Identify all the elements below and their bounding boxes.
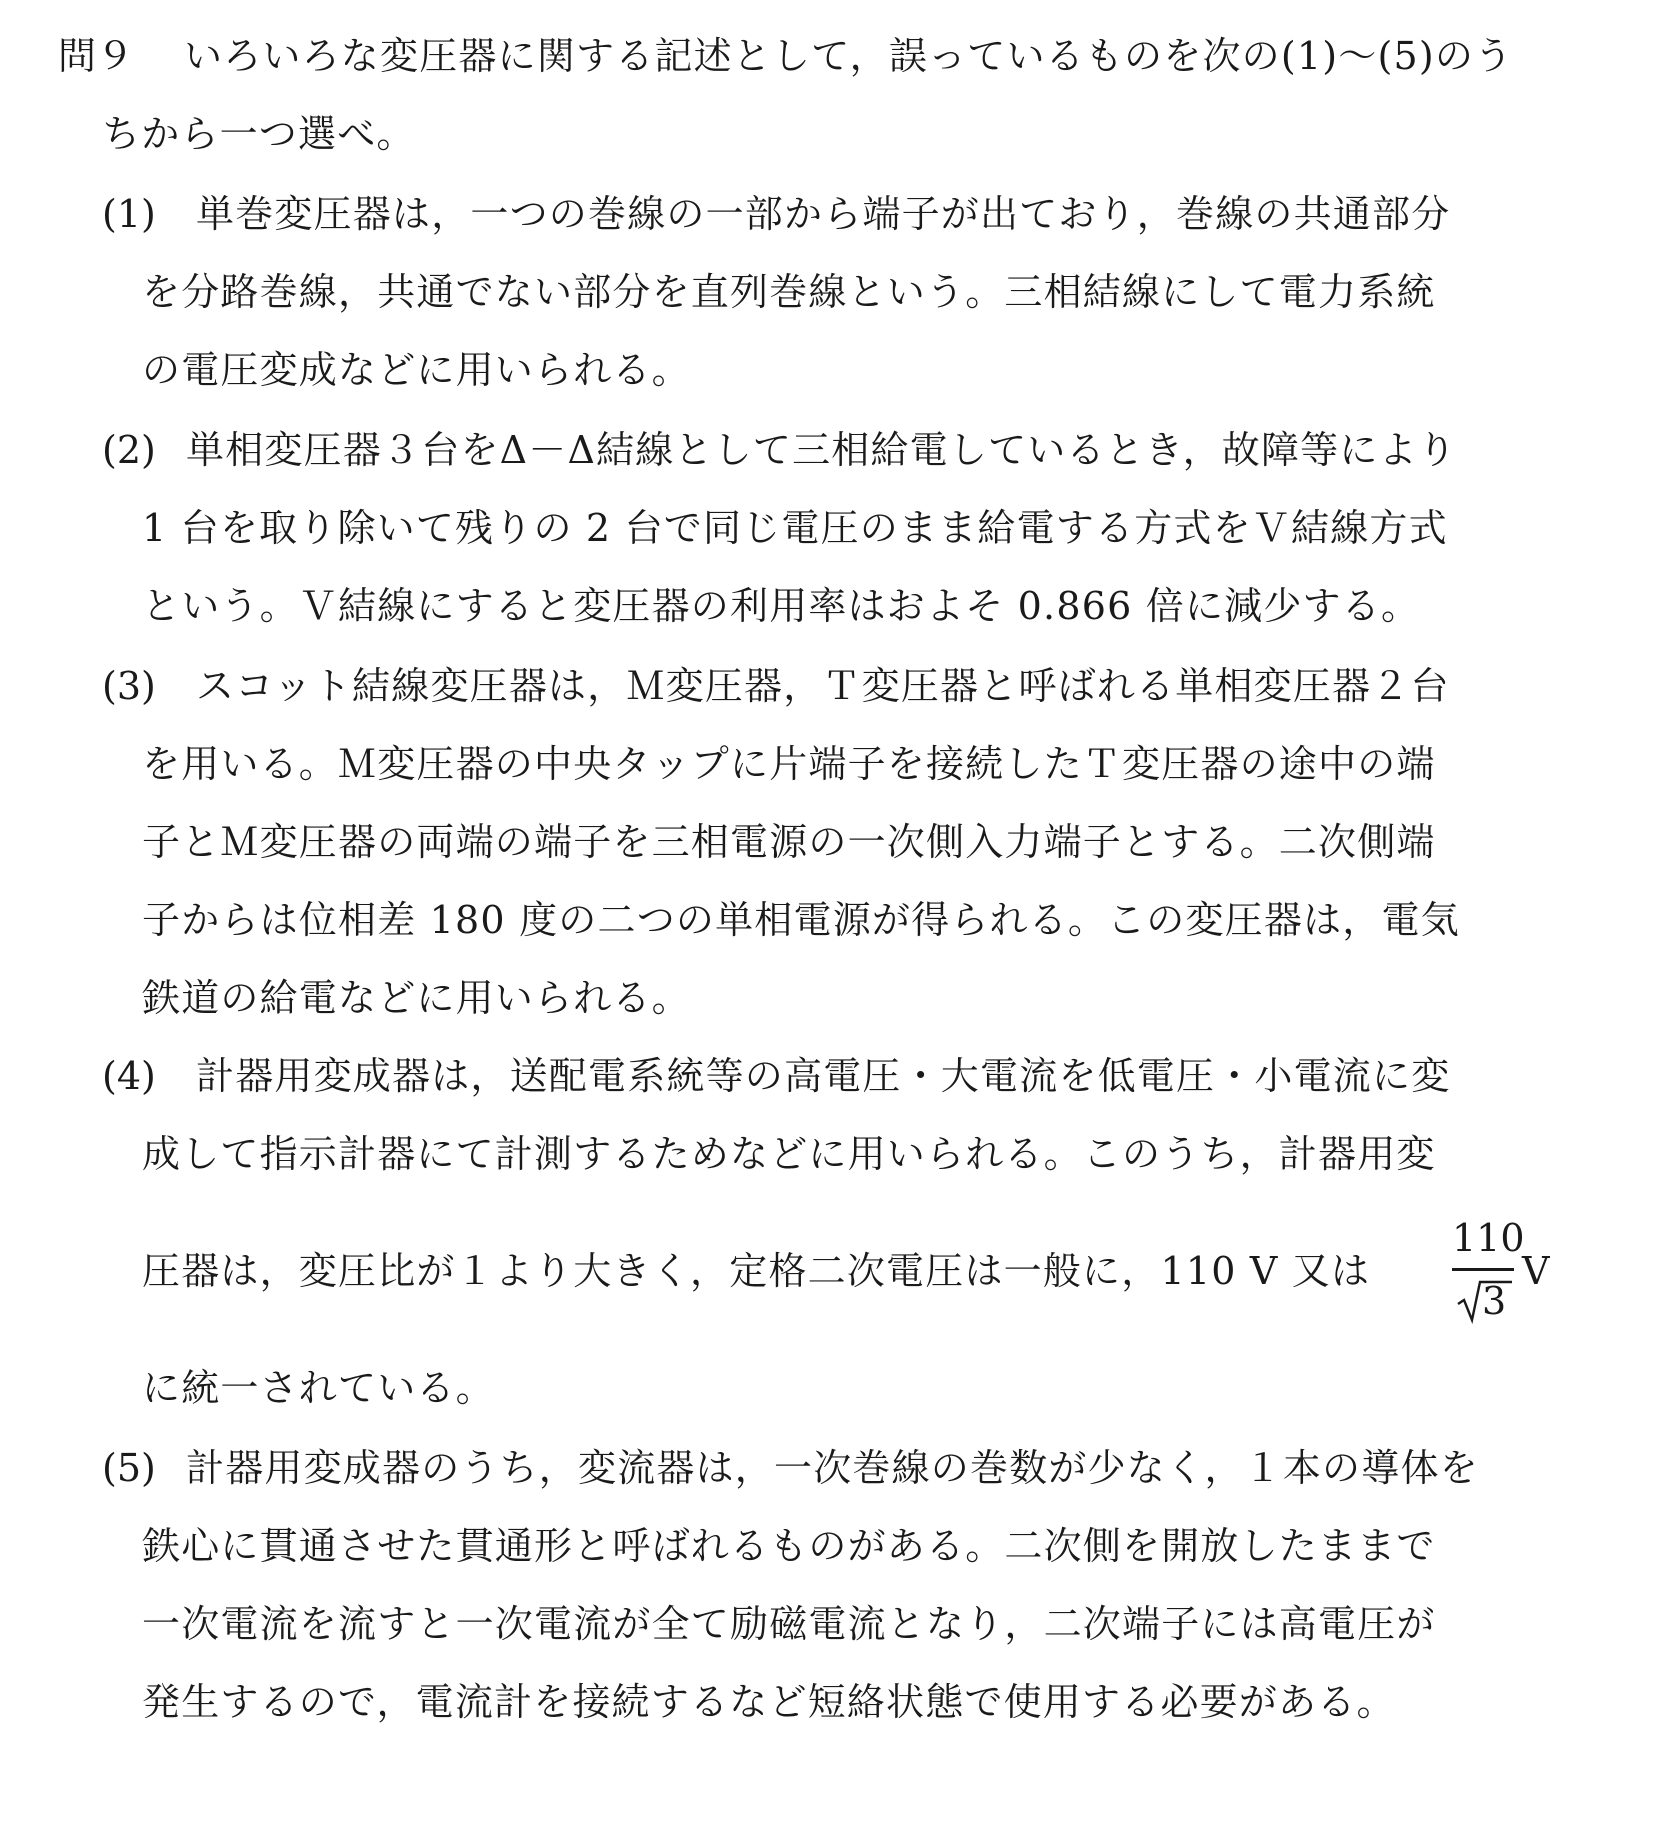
option-3-line-5: 鉄道の給電などに用いられる。 bbox=[142, 976, 691, 1020]
option-4-label: (4) bbox=[102, 1054, 156, 1098]
fraction-numerator: 110 bbox=[1452, 1216, 1525, 1260]
option-3-line-1: スコット結線変圧器は，Ｍ変圧器，Ｔ変圧器と呼ばれる単相変圧器２台 bbox=[196, 664, 1450, 708]
option-5-label: (5) bbox=[102, 1446, 156, 1490]
fraction-unit: V bbox=[1522, 1249, 1550, 1293]
option-1-line-1: 単巻変圧器は，一つの巻線の一部から端子が出ており，巻線の共通部分 bbox=[196, 192, 1451, 236]
option-2-line-1: 単相変圧器３台をΔ－Δ結線として三相給電しているとき，故障等により bbox=[186, 428, 1457, 472]
option-2-line-2: 1 台を取り除いて残りの 2 台で同じ電圧のまま給電する方式をＶ結線方式 bbox=[142, 506, 1448, 550]
question-stem-line-1: いろいろな変圧器に関する記述として，誤っているものを次の(1)～(5)のう bbox=[184, 34, 1514, 78]
option-5-line-3: 一次電流を流すと一次電流が全て励磁電流となり，二次端子には高電圧が bbox=[142, 1602, 1436, 1646]
option-5-line-1: 計器用変成器のうち，変流器は，一次巻線の巻数が少なく，１本の導体を bbox=[186, 1446, 1479, 1490]
option-1-line-2: を分路巻線，共通でない部分を直列巻線という。三相結線にして電力系統 bbox=[142, 270, 1436, 314]
option-3-label: (3) bbox=[102, 664, 156, 708]
fraction-bar bbox=[1452, 1268, 1514, 1271]
question-number: 問９ bbox=[58, 34, 135, 78]
option-1-line-3: の電圧変成などに用いられる。 bbox=[142, 348, 691, 392]
option-2-line-3: という。Ｖ結線にすると変圧器の利用率はおよそ 0.866 倍に減少する。 bbox=[142, 584, 1421, 628]
option-5-line-2: 鉄心に貫通させた貫通形と呼ばれるものがある。二次側を開放したままで bbox=[142, 1524, 1436, 1568]
option-1-label: (1) bbox=[102, 192, 156, 236]
option-4-line-4: に統一されている。 bbox=[142, 1366, 495, 1410]
option-3-line-4: 子からは位相差 180 度の二つの単相電源が得られる。この変圧器は，電気 bbox=[142, 898, 1460, 942]
option-4-line-3: 圧器は，変圧比が１より大きく，定格二次電圧は一般に，110 V 又は bbox=[142, 1249, 1371, 1293]
question-stem-line-2: ちから一つ選べ。 bbox=[102, 112, 416, 156]
option-4-line-2: 成して指示計器にて計測するためなどに用いられる。このうち，計器用変 bbox=[142, 1132, 1436, 1176]
option-2-label: (2) bbox=[102, 428, 156, 472]
option-4-line-1: 計器用変成器は，送配電系統等の高電圧・大電流を低電圧・小電流に変 bbox=[196, 1054, 1451, 1098]
option-3-line-2: を用いる。Ｍ変圧器の中央タップに片端子を接続したＴ変圧器の途中の端 bbox=[142, 742, 1436, 786]
fraction-radicand: 3 bbox=[1482, 1279, 1507, 1323]
option-5-line-4: 発生するので，電流計を接続するなど短絡状態で使用する必要がある。 bbox=[142, 1680, 1396, 1724]
option-3-line-3: 子とＭ変圧器の両端の端子を三相電源の一次側入力端子とする。二次側端 bbox=[142, 820, 1436, 864]
voltage-fraction bbox=[1452, 1216, 1525, 1326]
